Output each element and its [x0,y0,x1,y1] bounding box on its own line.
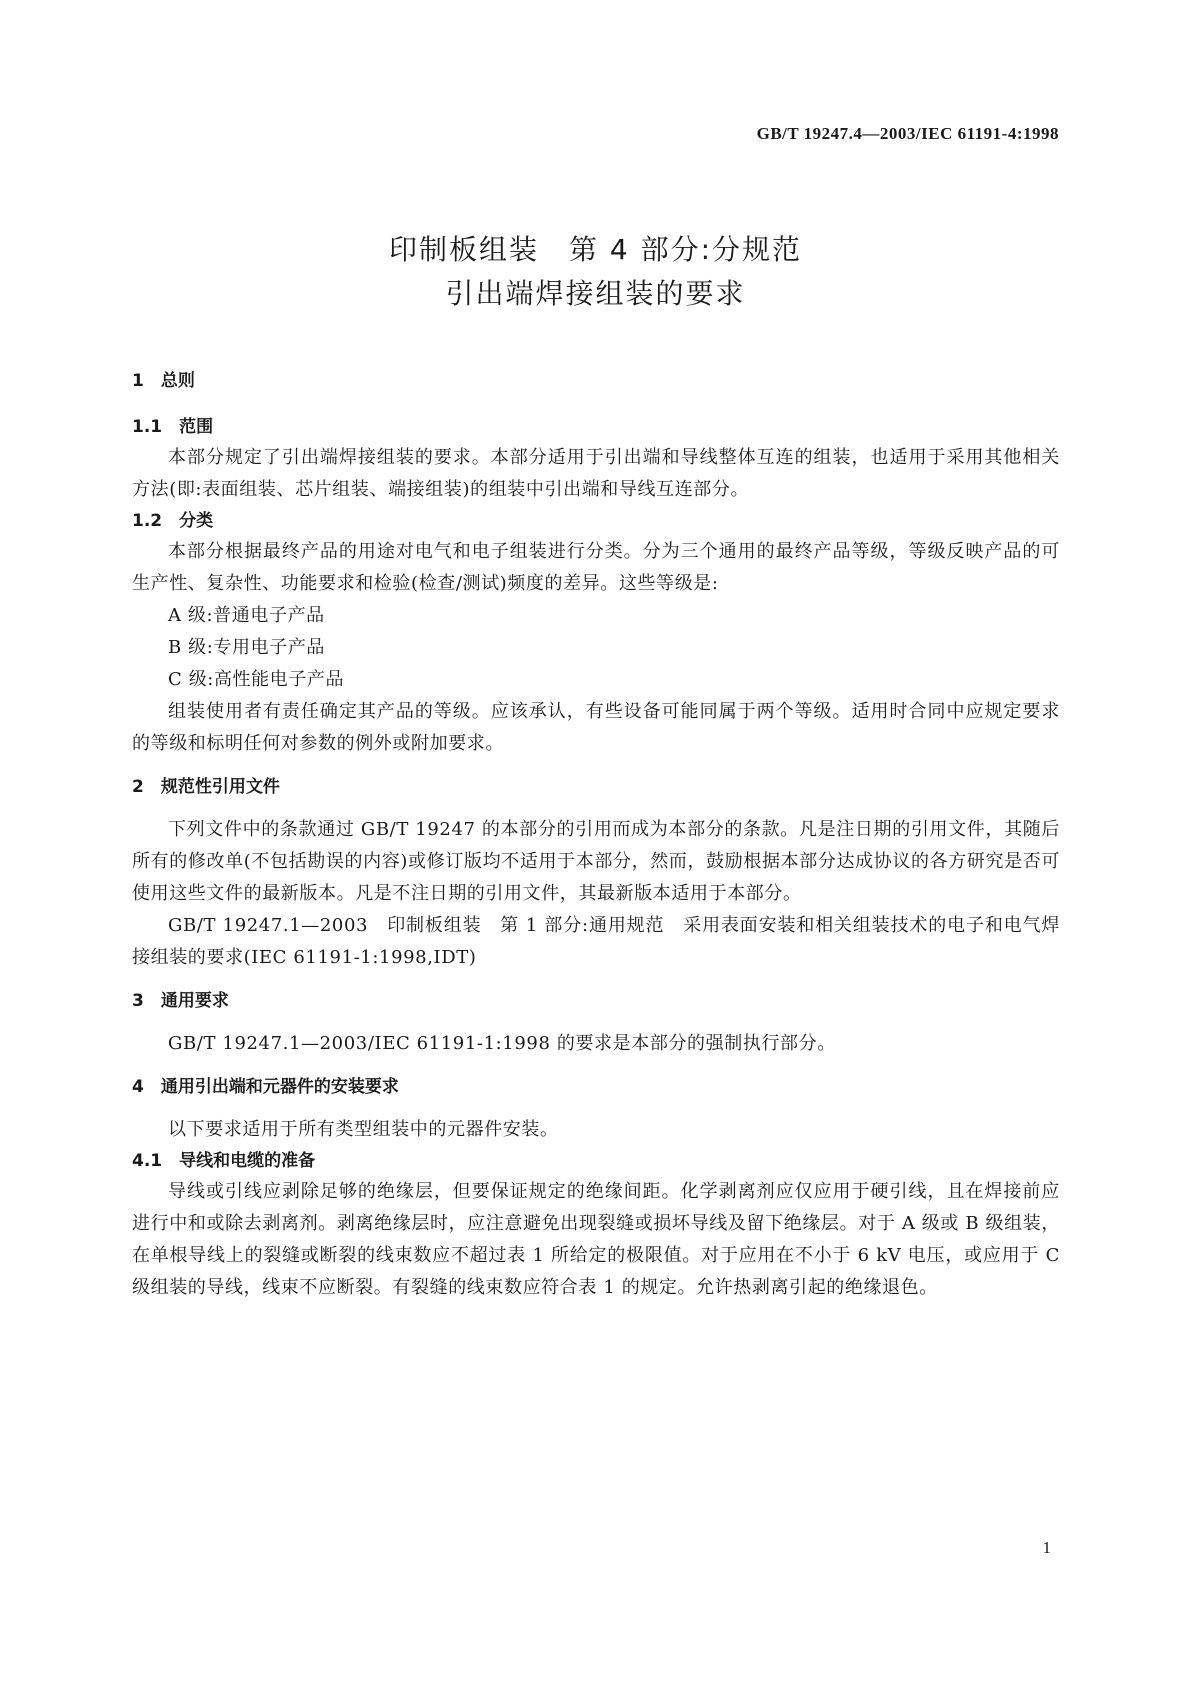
normative-reference-item: GB/T 19247.1—2003 印制板组装 第 1 部分:通用规范 采用表面安装和相关组装技术的电子和电气焊接组装的要求(IEC 61191-1:1998,IDT) [132,915,1060,968]
title-line-1: 印制板组装 第 4 部分:分规范 [388,233,803,266]
section-4-1-heading: 4.1 导线和电缆的准备 [132,1151,316,1171]
class-b-item: B 级:专用电子产品 [168,637,326,658]
class-a-item: A 级:普通电子产品 [168,605,325,626]
section-4-heading: 4 通用引出端和元器件的安装要求 [132,1077,399,1097]
section-1-2-heading: 1.2 分类 [132,511,214,531]
section-1-1-paragraph: 本部分规定了引出端焊接组装的要求。本部分适用于引出端和导线整体互连的组装，也适用于采用其他相关方法(即:表面组装、芯片组装、端接组装)的组装中引出端和导线互连部分。 [132,447,1060,500]
section-1-2-paragraph-1: 本部分根据最终产品的用途对电气和电子组装进行分类。分为三个通用的最终产品等级，等级反映产品的可生产性、复杂性、功能要求和检验(检查/测试)频度的差异。这些等级是: [132,541,1060,594]
section-4-paragraph: 以下要求适用于所有类型组装中的元器件安装。 [168,1119,559,1140]
document-title [0,228,1191,316]
standard-code: GB/T 19247.4—2003/IEC 61191-4:1998 [756,124,1059,143]
section-3-heading: 3 通用要求 [132,991,229,1011]
section-3-paragraph: GB/T 19247.1—2003/IEC 61191-1:1998 的要求是本部分的强制执行部分。 [168,1033,836,1054]
document-body [132,366,1060,1304]
section-2-paragraph-1: 下列文件中的条款通过 GB/T 19247 的本部分的引用而成为本部分的条款。凡是注日期的引用文件，其随后所有的修改单(不包括勘误的内容)或修订版均不适用于本部分，然而，鼓励根据本部分达成协议的各方研究是否可使用这些文件的最新版本。凡是不注日期的引用文件，其最新版本适用于本部分。 [132,819,1060,904]
section-2-heading: 2 规范性引用文件 [132,777,280,797]
page-number: 1 [1042,1538,1051,1557]
title-line-2: 引出端焊接组装的要求 [445,277,746,310]
class-c-item: C 级:高性能电子产品 [168,669,345,690]
section-1-2-paragraph-2: 组装使用者有责任确定其产品的等级。应该承认，有些设备可能同属于两个等级。适用时合同中应规定要求的等级和标明任何对参数的例外或附加要求。 [132,701,1060,754]
section-1-1-heading: 1.1 范围 [132,417,214,437]
section-1-heading: 1 总则 [132,371,195,391]
section-4-1-paragraph: 导线或引线应剥除足够的绝缘层，但要保证规定的绝缘间距。化学剥离剂应仅应用于硬引线，且在焊接前应进行中和或除去剥离剂。剥离绝缘层时，应注意避免出现裂缝或损坏导线及留下绝缘层。对于 A 级或 B 级组装，在单根导线上的裂缝或断裂的线束数应不超过表 1 所给定的极限值。对于应用在不小于 6 kV 电压，或应用于 C 级组装的导线，线束不应断裂。有裂缝的线束数应符合表 1 的规定。允许热剥离引起的绝缘退色。 [132,1181,1060,1298]
